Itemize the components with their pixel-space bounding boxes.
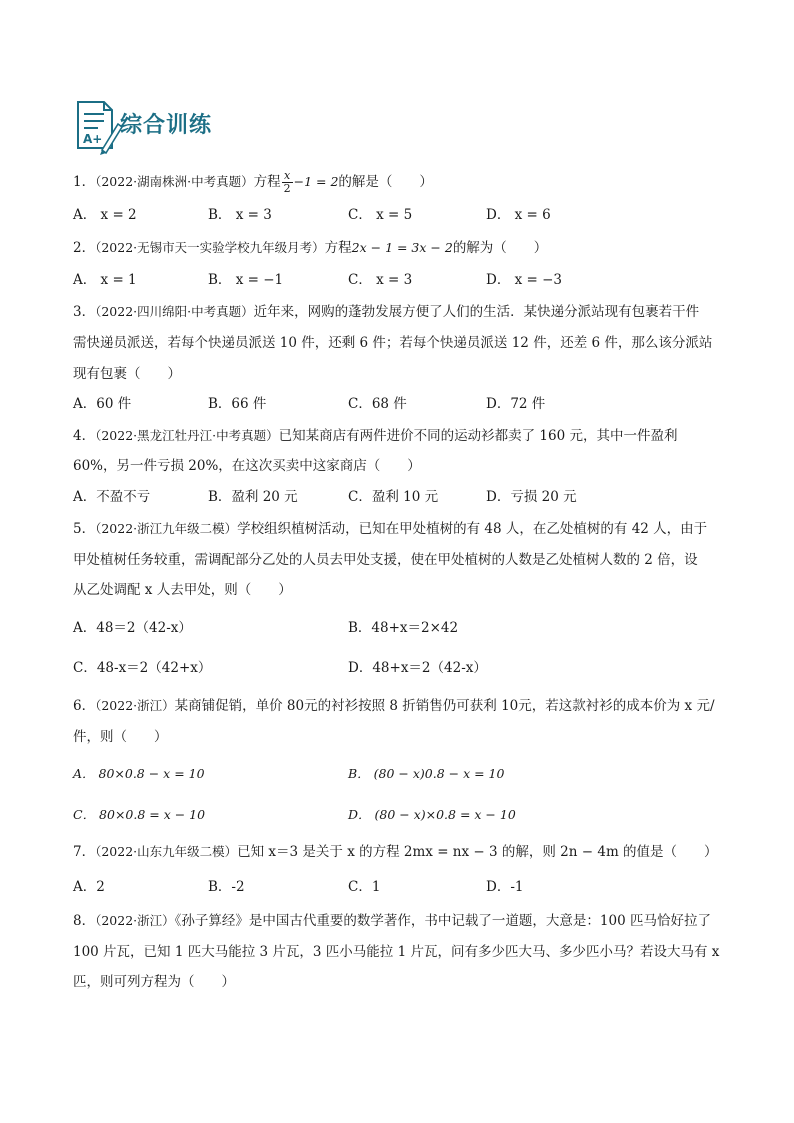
- question-source: （2022·浙江九年级二模）: [95, 521, 238, 536]
- question-3-text-line-3: 现有包裹（ ）: [73, 366, 181, 382]
- question-4-option-a: A．不盈不亏: [73, 489, 151, 505]
- question-1-option-c: C． x = 5: [348, 207, 413, 223]
- question-4-text-line-2: 60%，另一件亏损 20%，在这次买卖中这家商店（ ）: [73, 458, 421, 474]
- question-8-text-line-2: 100 片瓦，已知 1 匹大马能拉 3 片瓦，3 匹小马能拉 1 片瓦，问有多少匹大马、多少匹小马？若设大马有 x: [73, 944, 720, 960]
- question-5-option-d: D．48+x＝2（42-x）: [348, 660, 487, 676]
- question-text: 《孙子算经》是中国古代重要的数学著作，书中记载了一道题，大意是：100 匹马恰好拉了: [174, 913, 711, 929]
- fraction: [282, 170, 293, 195]
- question-source: （2022·四川绵阳·中考真题）: [95, 304, 254, 319]
- question-source: （2022·湖南株洲·中考真题）: [95, 174, 254, 189]
- question-number: 8．: [73, 913, 96, 929]
- question-6-option-b: B． (80 − x)0.8 − x = 10: [348, 766, 505, 781]
- question-3-stem: [73, 302, 699, 322]
- question-1-option-a: A． x = 2: [73, 207, 137, 223]
- question-source: （2022·山东九年级二模）: [95, 844, 238, 859]
- question-5-option-c: C．48-x＝2（42+x）: [73, 660, 212, 676]
- question-4-option-d: D．亏损 20 元: [486, 489, 577, 505]
- fraction-numerator: x: [282, 170, 293, 183]
- question-source: （2022·无锡市天一实验学校九年级月考）: [95, 240, 325, 255]
- question-3-option-b: B．66 件: [208, 396, 267, 412]
- question-6-text-line-2: 件，则（ ）: [73, 729, 168, 745]
- question-number: 6．: [73, 698, 96, 714]
- question-number: 5．: [73, 521, 96, 537]
- question-8-text-line-3: 匹，则可列方程为（ ）: [73, 974, 235, 990]
- question-6-option-a: A． 80×0.8 − x = 10: [73, 766, 205, 781]
- question-2-option-d: D． x = −3: [486, 272, 563, 288]
- question-3-option-d: D．72 件: [486, 396, 546, 412]
- question-number: 4．: [73, 428, 96, 444]
- question-4-option-c: C．盈利 10 元: [348, 489, 439, 505]
- question-text: 方程: [324, 240, 352, 256]
- question-text: 的解为（ ）: [452, 240, 548, 256]
- question-2-option-a: A． x = 1: [73, 272, 137, 288]
- question-text: 已知 x＝3 是关于 x 的方程 2mx = nx − 3 的解，则 2n − 4m 的值是（ ）: [237, 844, 718, 860]
- question-3-option-c: C．68 件: [348, 396, 407, 412]
- question-5-text-line-2: 甲处植树任务较重，需调配部分乙处的人员去甲处支援，使在甲处植树的人数是乙处植树人数的 2 倍，设: [73, 552, 698, 568]
- question-5-option-a: A．48＝2（42-x）: [73, 620, 192, 636]
- question-number: 7．: [73, 844, 96, 860]
- question-text: 方程: [253, 174, 281, 190]
- question-6-option-d: D． (80 − x)×0.8 = x − 10: [348, 807, 516, 822]
- exam-paper-pencil-icon: [74, 96, 124, 156]
- question-7-stem: [73, 842, 718, 862]
- question-4-option-b: B．盈利 20 元: [208, 489, 298, 505]
- question-number: 2．: [73, 240, 96, 256]
- question-source: （2022·浙江）: [95, 698, 175, 713]
- question-4-stem: [73, 426, 677, 446]
- question-text: 已知某商店有两件进价不同的运动衫都卖了 160 元，其中一件盈利: [278, 428, 678, 444]
- question-7-option-c: C．1: [348, 879, 381, 895]
- question-5-stem: [73, 519, 707, 539]
- question-5-text-line-3: 从乙处调配 x 人去甲处，则（ ）: [73, 582, 292, 598]
- question-1-option-b: B． x = 3: [208, 207, 272, 223]
- question-6-stem: [73, 696, 715, 716]
- question-2-option-c: C． x = 3: [348, 272, 413, 288]
- question-source: （2022·浙江）: [95, 913, 175, 928]
- fraction-denominator: 2: [283, 182, 291, 195]
- question-7-option-a: A．2: [73, 879, 105, 895]
- question-text: 学校组织植树活动，已知在甲处植树的有 48 人，在乙处植树的有 42 人，由于: [237, 521, 708, 537]
- question-1-option-d: D． x = 6: [486, 207, 551, 223]
- section-title: 综合训练: [120, 113, 213, 138]
- question-3-option-a: A．60 件: [73, 396, 132, 412]
- question-7-option-d: D．-1: [486, 879, 524, 895]
- question-5-option-b: B．48+x＝2×42: [348, 620, 459, 636]
- question-8-stem: [73, 911, 711, 931]
- question-number: 1．: [73, 174, 96, 190]
- question-text: 近年来，网购的蓬勃发展方便了人们的生活．某快递分派站现有包裹若干件: [253, 304, 700, 320]
- question-6-option-c: C． 80×0.8 = x − 10: [73, 807, 206, 822]
- question-3-text-line-2: 需快递员派送，若每个快递员派送 10 件，还剩 6 件；若每个快递员派送 12 件，还差 6 件，那么该分派站: [73, 335, 713, 351]
- question-source: （2022·黑龙江牡丹江·中考真题）: [95, 428, 279, 443]
- question-2-option-b: B． x = −1: [208, 272, 284, 288]
- question-text: 某商铺促销，单价 80元的衬衫按照 8 折销售仍可获利 10元，若这款衬衫的成本价为 x 元/: [174, 698, 715, 714]
- question-2-stem: [73, 238, 547, 258]
- question-1-stem: [73, 170, 433, 195]
- question-7-option-b: B．-2: [208, 879, 245, 895]
- question-text: 的解是（ ）: [338, 174, 433, 190]
- equation: −1 = 2: [293, 174, 339, 189]
- question-number: 3．: [73, 304, 96, 320]
- section-icon-label: A+: [83, 132, 103, 146]
- equation: 2x − 1 = 3x − 2: [351, 240, 453, 255]
